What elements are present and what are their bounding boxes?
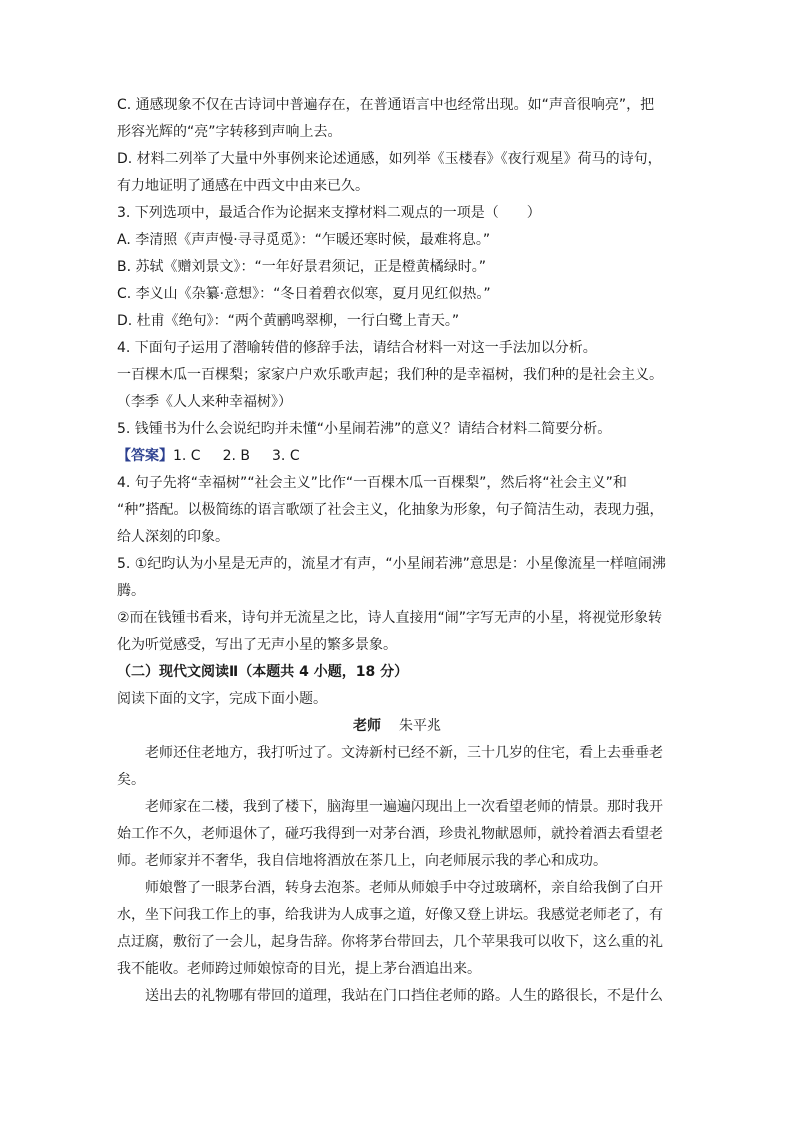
story-line: 我不能收。老师跨过师娘惊奇的目光，提上茅台酒追出来。	[117, 961, 481, 977]
answer-line: 化为听觉感受，写出了无声小星的繁多景象。	[117, 637, 397, 653]
option-d: D. 杜甫《绝句》：“两个黄鹂鸣翠柳，一行白鹭上青天。”	[117, 313, 460, 329]
quoted-source: （李季《人人来种幸福树》）	[117, 394, 292, 410]
story-line: 师娘瞥了一眼茅台酒，转身去泡茶。老师从师娘手中夺过玻璃杯，亲自给我倒了白开	[145, 880, 663, 896]
question-block	[117, 92, 677, 443]
answer-line: “种”搭配。以极简练的语言歌颂了社会主义，化抽象为形象，句子简洁生动，表现力强，	[117, 502, 664, 518]
answer-choices-line	[117, 443, 677, 470]
question-5: 5. 钱锺书为什么会说纪昀并未懂“小星闹若沸”的意义？请结合材料二简要分析。	[117, 421, 612, 437]
story-title-line	[117, 713, 677, 740]
option-b: B. 苏轼《赠刘景文》：“一年好景君须记，正是橙黄橘绿时。”	[117, 259, 487, 275]
answer-block	[117, 443, 677, 659]
story-line: 矣。	[117, 772, 145, 788]
answer-line: 5. ①纪昀认为小星是无声的，流星才有声，“小星闹若沸”意思是：小星像流星一样喧闹沸	[117, 556, 666, 572]
story-line: 始工作不久，老师退休了，碰巧我得到一对茅台酒，珍贵礼物献恩师，就拎着酒去看望老	[117, 826, 663, 842]
section-heading: （二）现代文阅读Ⅱ（本题共 4 小题，18 分）	[117, 664, 409, 680]
story-line: 老师家在二楼，我到了楼下，脑海里一遍遍闪现出上一次看望老师的情景。那时我开	[145, 799, 663, 815]
story-body	[117, 740, 677, 1010]
story-author: 朱平兆	[399, 718, 441, 734]
story-line: 送出去的礼物哪有带回的道理，我站在门口挡住老师的路。人生的路很长，不是什么	[145, 988, 663, 1004]
answer-choice: 3. C	[272, 448, 300, 464]
answer-line: ②而在钱锺书看来，诗句并无流星之比，诗人直接用“闹”字写无声的小星，将视觉形象转	[117, 610, 663, 626]
answer-choice: 1. C	[173, 448, 201, 464]
text-line: 有力地证明了通感在中西文中由来已久。	[117, 178, 369, 194]
story-line: 师。老师家并不奢华，我自信地将酒放在茶几上，向老师展示我的孝心和成功。	[117, 853, 607, 869]
question-4: 4. 下面句子运用了潜喻转借的修辞手法，请结合材料一对这一手法加以分析。	[117, 340, 597, 356]
text-line: D. 材料二列举了大量中外事例来论述通感，如列举《玉楼春》《夜行观星》荷马的诗句，	[117, 151, 662, 167]
answer-line: 腾。	[117, 583, 145, 599]
option-a: A. 李清照《声声慢·寻寻觅觅》：“乍暖还寒时候，最难将息。”	[117, 232, 491, 248]
story-title: 老师	[353, 718, 381, 734]
text-line: C. 通感现象不仅在古诗词中普遍存在，在普通语言中也经常出现。如“声音很响亮”，把	[117, 97, 655, 113]
story-line: 点迂腐，敷衍了一会儿，起身告辞。你将茅台带回去，几个苹果我可以收下，这么重的礼	[117, 934, 663, 950]
quoted-sentence: 一百棵木瓜一百棵梨；家家户户欢乐歌声起；我们种的是幸福树，我们种的是社会主义。	[117, 367, 663, 383]
answer-tag: 【答案】	[117, 448, 173, 464]
reading-instruction: 阅读下面的文字，完成下面小题。	[117, 691, 327, 707]
option-c: C. 李义山《杂纂·意想》：“冬日着碧衣似寒，夏月见红似热。”	[117, 286, 491, 302]
answer-choice: 2. B	[222, 448, 251, 464]
document-page	[117, 92, 677, 1010]
text-line: 形容光辉的“亮”字转移到声响上去。	[117, 124, 342, 140]
story-line: 水，坐下问我工作上的事，给我讲为人成事之道，好像又登上讲坛。我感觉老师老了，有	[117, 907, 663, 923]
answer-line: 给人深刻的印象。	[117, 529, 229, 545]
question-3: 3. 下列选项中，最适合作为论据来支撑材料二观点的一项是（ ）	[117, 205, 541, 221]
answer-line: 4. 句子先将“幸福树”“社会主义”比作“一百棵木瓜一百棵梨”，然后将“社会主义”和	[117, 475, 627, 491]
story-line: 老师还住老地方，我打听过了。文涛新村已经不新，三十几岁的住宅，看上去垂垂老	[145, 745, 663, 761]
